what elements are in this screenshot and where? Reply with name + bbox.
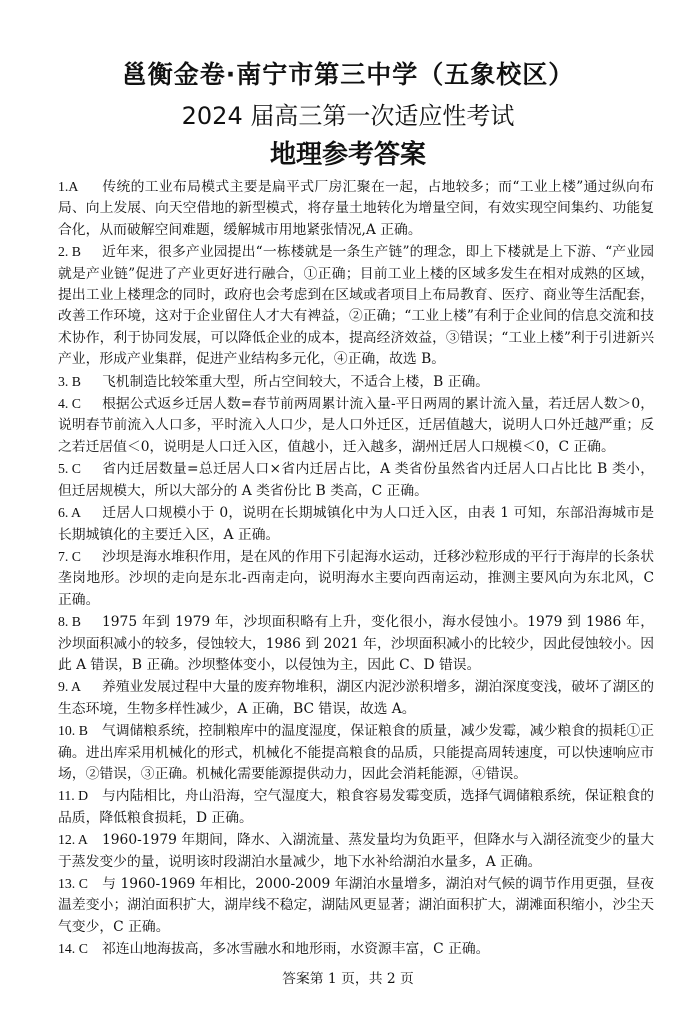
answer-explanation: 祁连山地海拔高，多冰雪融水和地形雨，水资源丰富，C 正确。 xyxy=(102,941,490,958)
answer-number: 2. B xyxy=(58,244,81,260)
answer-item xyxy=(58,241,654,370)
answer-explanation: 省内迁居数量=总迁居人口×省内迁居占比，A 类省份虽然省内迁居人口占比比 B 类小，但迁居规模大，所以大部分的 A 类省份比 B 类高，C 正确。 xyxy=(58,461,654,499)
answer-explanation: 迁居人口规模小于 0，说明在长期城镇化中为人口迁入区，由表 1 可知，东部沿海城市是长期城镇化的主要迁入区，A 正确。 xyxy=(58,505,654,543)
answer-number: 9. A xyxy=(58,679,81,695)
answer-item xyxy=(58,873,654,938)
answer-explanation: 与 1960-1969 年相比，2000-2009 年湖泊水量增多，湖泊对气候的调节作用更强，昼夜温差变小；湖泊面积扩大，湖岸线不稳定，湖陆风更显著；湖泊面积扩大，湖滩面积缩小，沙尘天气变少，C 正确。 xyxy=(58,876,654,935)
answer-item xyxy=(58,458,654,502)
answer-number: 7. C xyxy=(58,548,81,564)
answer-item xyxy=(58,546,654,611)
school-title: 邕衡金卷·南宁市第三中学（五象校区） xyxy=(121,60,575,89)
answer-item xyxy=(58,829,654,873)
answer-item xyxy=(58,785,654,829)
answer-item xyxy=(58,393,654,458)
answer-item xyxy=(58,611,654,676)
answer-number: 13. C xyxy=(58,876,88,891)
answer-number: 6. A xyxy=(58,505,81,521)
page-footer: 答案第 1 页，共 2 页 xyxy=(282,970,414,987)
answer-item xyxy=(58,938,654,960)
answer-explanation: 近年来，很多产业园提出“一栋楼就是一条生产链”的理念，即上下楼就是上下游、“产业园就是产业链”促进了产业更好进行融合，①正确；目前工业上楼的区域多发生在相对成熟的区域，提出工业上楼理念的同时，政府也会考虑到在区域或者项目上布局教育、医疗、商业等生活配套，改善工作环境，这对于企业留住人才大有裨益，②正确；“工业上楼”有利于企业间的信息交流和技术协作，利于协同发展，可以降低企业的成本，提高经济效益，③错误；“工业上楼”利于引进新兴产业，形成产业集群，促进产业结构多元化，④正确，故选 B。 xyxy=(58,244,654,368)
answer-item xyxy=(58,371,654,393)
answer-explanation: 沙坝是海水堆积作用，是在风的作用下引起海水运动，迁移沙粒形成的平行于海岸的长条状垄岗地形。沙坝的走向是东北-西南走向，说明海水主要向西南运动，推测主要风向为东北风，C 正确。 xyxy=(58,548,654,608)
answer-number: 10. B xyxy=(58,723,88,739)
answer-explanation: 1975 年到 1979 年，沙坝面积略有上升，变化很小，海水侵蚀小。1979 到 1986 年，沙坝面积减小的较多，侵蚀较大，1986 到 2021 年，沙坝面积减小的比较少，因此侵蚀较小。因此 A 错误，B 正确。沙坝整体变小，以侵蚀为主，因此 C、D 错误。 xyxy=(58,614,654,673)
answer-explanation: 飞机制造比较笨重大型，所占空间较大，不适合上楼，B 正确。 xyxy=(102,373,490,390)
answer-number: 11. D xyxy=(58,788,89,804)
answer-number: 3. B xyxy=(58,373,81,389)
answer-number: 4. C xyxy=(58,396,81,412)
answer-item xyxy=(58,176,654,241)
answer-item xyxy=(58,676,654,720)
answer-key-title: 地理参考答案 xyxy=(269,140,426,170)
answer-explanation: 根据公式返乡迁居人数=春节前两周累计流入量-平日两周的累计流入量，若迁居人数＞0，说明春节前流入人口多，平时流入人口少，是人口外迁区，迁居值越大，说明人口外迁越严重；反之若迁居值＜0，说明是人口迁入区，值越小，迁入越多，湖州迁居人口规模＜0，C 正确。 xyxy=(58,396,654,455)
answer-item xyxy=(58,720,654,785)
answer-explanation: 1960-1979 年期间，降水、入湖流量、蒸发量均为负距平，但降水与入湖径流变少的量大于蒸发变少的量，说明该时段湖泊水量减少，地下水补给湖泊水量多，A 正确。 xyxy=(58,832,654,870)
answer-number: 14. C xyxy=(58,941,88,957)
answer-number: 1.A xyxy=(58,179,79,194)
answer-number: 12. A xyxy=(58,832,88,848)
answer-explanation: 与内陆相比，舟山沿海，空气湿度大，粮食容易发霉变质，选择气调储粮系统，保证粮食的品质，降低粮食损耗，D 正确。 xyxy=(58,788,654,826)
answer-explanation: 传统的工业布局模式主要是扁平式厂房汇聚在一起，占地较多；而“工业上楼”通过纵向布局、向上发展、向天空借地的新型模式，将存量土地转化为增量空间，有效实现空间集约、功能复合化，从而破解空间难题，缓解城市用地紧张情况,A 正确。 xyxy=(58,179,654,238)
answer-item xyxy=(58,502,654,546)
answer-list xyxy=(58,176,654,961)
answer-number: 5. C xyxy=(58,461,81,477)
answer-explanation: 气调储粮系统，控制粮库中的温度湿度，保证粮食的质量，减少发霉，减少粮食的损耗①正确。进出库采用机械化的形式，机械化不能提高粮食的品质，只能提高周转速度，可以快速响应市场，②错误，③正确。机械化需要能源提供动力，因此会消耗能源，④错误。 xyxy=(58,723,654,782)
answer-explanation: 养殖业发展过程中大量的废弃物堆积，湖区内泥沙淤积增多，湖泊深度变浅，破坏了湖区的生态环境，生物多样性减少，A 正确，BC 错误，故选 A。 xyxy=(58,679,654,717)
exam-title: 2024 届高三第一次适应性考试 xyxy=(181,102,515,130)
answer-number: 8. B xyxy=(58,614,81,630)
